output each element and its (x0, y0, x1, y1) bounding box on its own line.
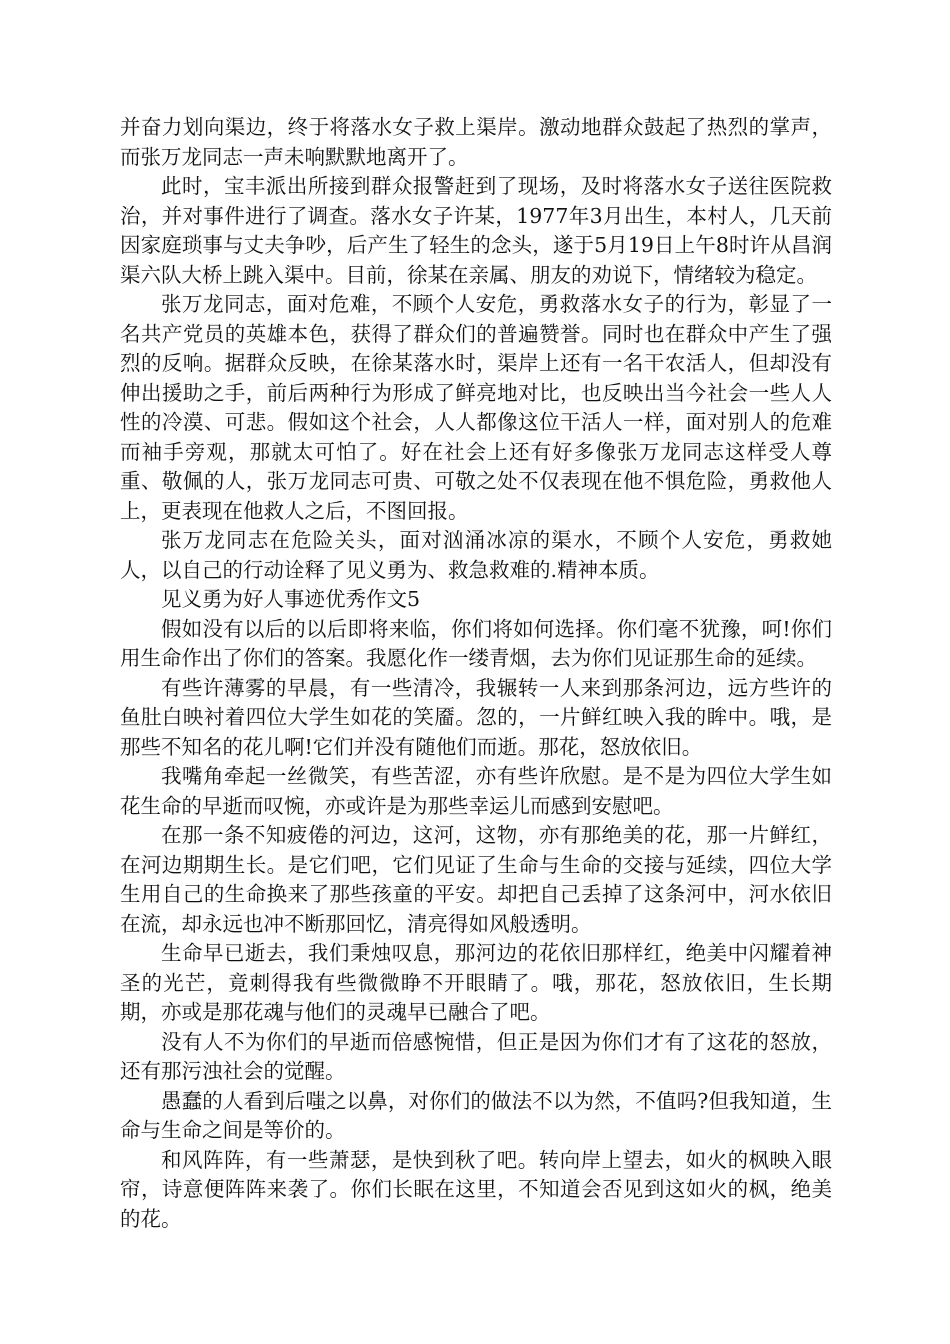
paragraph-6: 有些许薄雾的早晨，有一些清冷，我辗转一人来到那条河边，远方些许的鱼肚白映衬着四位大学生如花的笑靥。忽的，一片鲜红映入我的眸中。哦，是那些不知名的花儿啊!它们并没有随他们而逝。那花，怒放依旧。 (120, 675, 832, 759)
paragraph-3: 张万龙同志，面对危难，不顾个人安危，勇救落水女子的行为，彰显了一名共产党员的英雄本色，获得了群众们的普遍赞誉。同时也在群众中产生了强烈的反响。据群众反映，在徐某落水时，渠岸上还有一名干农活人，但却没有伸出援助之手，前后两种行为形成了鲜亮地对比，也反映出当今社会一些人人性的冷漠、可悲。假如这个社会，人人都像这位干活人一样，面对别人的危难而袖手旁观，那就太可怕了。好在社会上还有好多像张万龙同志这样受人尊重、敬佩的人，张万龙同志可贵、可敬之处不仅表现在他不惧危险，勇救他人上，更表现在他救人之后，不图回报。 (120, 292, 832, 523)
paragraph-11: 愚蠢的人看到后嗤之以鼻，对你们的做法不以为然，不值吗?但我知道，生命与生命之间是等价的。 (120, 1088, 832, 1142)
paragraph-1: 并奋力划向渠边，终于将落水女子救上渠岸。激动地群众鼓起了热烈的掌声，而张万龙同志一声未响默默地离开了。 (120, 115, 832, 169)
paragraph-9: 生命早已逝去，我们秉烛叹息，那河边的花依旧那样红，绝美中闪耀着神圣的光芒，竟刺得我有些微微睁不开眼睛了。哦，那花，怒放依旧，生长期期，亦或是那花魂与他们的灵魂早已融合了吧。 (120, 941, 832, 1024)
paragraph-10: 没有人不为你们的早逝而倍感惋惜，但正是因为你们才有了这花的怒放，还有那污浊社会的觉醒。 (120, 1029, 832, 1083)
paragraph-8: 在那一条不知疲倦的河边，这河，这物，亦有那绝美的花，那一片鲜红，在河边期期生长。是它们吧，它们见证了生命与生命的交接与延续，四位大学生用自己的生命换来了那些孩童的平安。却把自己丢掉了这条河中，河水依旧在流，却永远也冲不断那回忆，清亮得如风般透明。 (120, 823, 832, 936)
paragraph-2: 此时，宝丰派出所接到群众报警赶到了现场，及时将落水女子送往医院救治，并对事件进行了调查。落水女子许某，1977年3月出生，本村人，几天前因家庭琐事与丈夫争吵，后产生了轻生的念头，遂于5月19日上午8时许从昌润渠六队大桥上跳入渠中。目前，徐某在亲属、朋友的劝说下，情绪较为稳定。 (120, 174, 832, 287)
document-page (120, 113, 832, 1234)
paragraph-7: 我嘴角牵起一丝微笑，有些苦涩，亦有些许欣慰。是不是为四位大学生如花生命的早逝而叹惋，亦或许是为那些幸运儿而感到安慰吧。 (120, 764, 832, 818)
paragraph-5: 假如没有以后的以后即将来临，你们将如何选择。你们毫不犹豫，呵!你们用生命作出了你们的答案。我愿化作一缕青烟，去为你们见证那生命的延续。 (120, 616, 832, 670)
section-heading: 见义勇为好人事迹优秀作文5 (161, 587, 421, 611)
paragraph-12: 和风阵阵，有一些萧瑟，是快到秋了吧。转向岸上望去，如火的枫映入眼帘，诗意便阵阵来袭了。你们长眠在这里，不知道会否见到这如火的枫，绝美的花。 (120, 1147, 832, 1231)
paragraph-4: 张万龙同志在危险关头，面对汹涌冰凉的渠水，不顾个人安危，勇救她人，以自己的行动诠释了见义勇为、救急救难的.精神本质。 (120, 528, 832, 582)
